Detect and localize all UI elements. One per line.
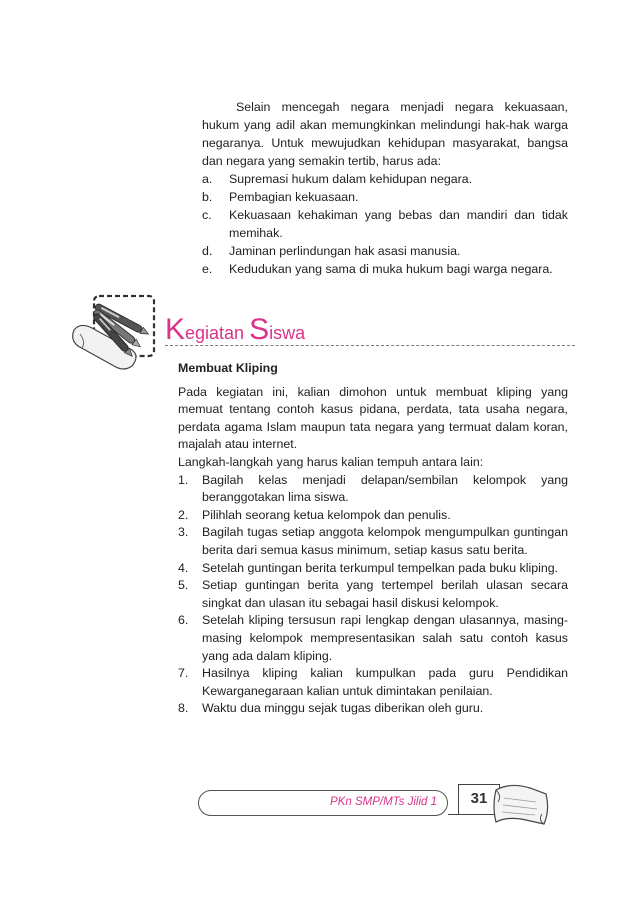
- list-item: [202, 260, 568, 278]
- title-rest: egiatan: [185, 323, 250, 343]
- step-text: Setelah guntingan berita terkumpul tempelkan pada buku kliping.: [202, 560, 559, 575]
- step-item: [178, 472, 568, 507]
- intro-section: [202, 98, 568, 278]
- activity-intro: Pada kegiatan ini, kalian dimohon untuk membuat kliping yang memuat tentang contoh kasus pidana, perdata, tata usaha negara, perdata agama Islam maupun tata negara yang termuat dalam koran, majalah atau internet.: [178, 384, 568, 452]
- step-marker: 5.: [178, 578, 189, 593]
- list-marker: c.: [202, 208, 212, 222]
- step-item: [178, 560, 568, 578]
- page-number: 31: [458, 784, 500, 814]
- step-text: Pilihlah seorang ketua kelompok dan penulis.: [202, 507, 451, 522]
- activity-body: [178, 360, 568, 718]
- list-item: [202, 242, 568, 260]
- intro-paragraph: Selain mencegah negara menjadi negara kekuasaan, hukum yang adil akan memungkinkan melindungi hak-hak warga negaranya. Untuk mewujudkan kehidupan masyarakat, bangsa dan negara yang semakin tertib, harus ada:: [202, 100, 568, 168]
- list-marker: d.: [202, 244, 213, 258]
- step-item: [178, 507, 568, 525]
- step-text: Setiap guntingan berita yang tertempel berilah ulasan secara singkat dan ulasan itu sebagai hasil diskusi kelompok.: [202, 578, 568, 610]
- step-marker: 1.: [178, 472, 189, 487]
- steps-intro: Langkah-langkah yang harus kalian tempuh antara lain:: [178, 454, 484, 469]
- title-rest: iswa: [269, 323, 306, 343]
- steps-list: [178, 472, 568, 718]
- step-marker: 8.: [178, 701, 189, 716]
- step-marker: 6.: [178, 613, 189, 628]
- list-marker: a.: [202, 172, 213, 186]
- step-marker: 3.: [178, 525, 189, 540]
- title-initial: S: [249, 313, 270, 346]
- list-item: [202, 206, 568, 242]
- list-text: Jaminan perlindungan hak asasi manusia.: [229, 244, 461, 258]
- step-marker: 2.: [178, 507, 189, 522]
- list-item: [202, 170, 568, 188]
- list-marker: b.: [202, 190, 213, 204]
- list-text: Kekuasaan kehakiman yang bebas dan mandiri dan tidak memihak.: [229, 208, 568, 240]
- requirements-list: [202, 170, 568, 278]
- step-text: Setelah kliping tersusun rapi lengkap dengan ulasannya, masing-masing kelompok mempresentasikan salah satu contoh kasus yang ada dalam kliping.: [202, 613, 568, 663]
- step-item: [178, 612, 568, 665]
- paper-scroll-icon: [490, 780, 552, 832]
- list-item: [202, 188, 568, 206]
- step-item: [178, 524, 568, 559]
- step-marker: 4.: [178, 560, 189, 575]
- list-text: Supremasi hukum dalam kehidupan negara.: [229, 172, 473, 186]
- list-text: Kedudukan yang sama di muka hukum bagi warga negara.: [229, 262, 553, 276]
- step-text: Waktu dua minggu sejak tugas diberikan oleh guru.: [202, 701, 484, 716]
- step-text: Hasilnya kliping kalian kumpulkan pada guru Pendidikan Kewarganegaraan kalian untuk dimintakan penilaian.: [202, 666, 568, 698]
- title-divider: [165, 345, 575, 346]
- activity-title: [165, 313, 306, 347]
- title-initial: K: [165, 313, 186, 346]
- step-text: Bagilah tugas setiap anggota kelompok mengumpulkan guntingan berita dari semua kasus minimum, setiap kasus satu berita.: [202, 525, 568, 557]
- step-item: [178, 665, 568, 700]
- step-item: [178, 577, 568, 612]
- list-text: Pembagian kekuasaan.: [229, 190, 359, 204]
- activity-subtitle: Membuat Kliping: [178, 361, 278, 375]
- list-marker: e.: [202, 262, 213, 276]
- step-marker: 7.: [178, 666, 189, 681]
- step-text: Bagilah kelas menjadi delapan/sembilan kelompok yang beranggotakan lima siswa.: [202, 472, 568, 505]
- scissors-pens-icon: [70, 294, 158, 376]
- step-item: [178, 700, 568, 718]
- book-title: PKn SMP/MTs Jilid 1: [330, 796, 437, 808]
- footer-bar: [198, 790, 448, 816]
